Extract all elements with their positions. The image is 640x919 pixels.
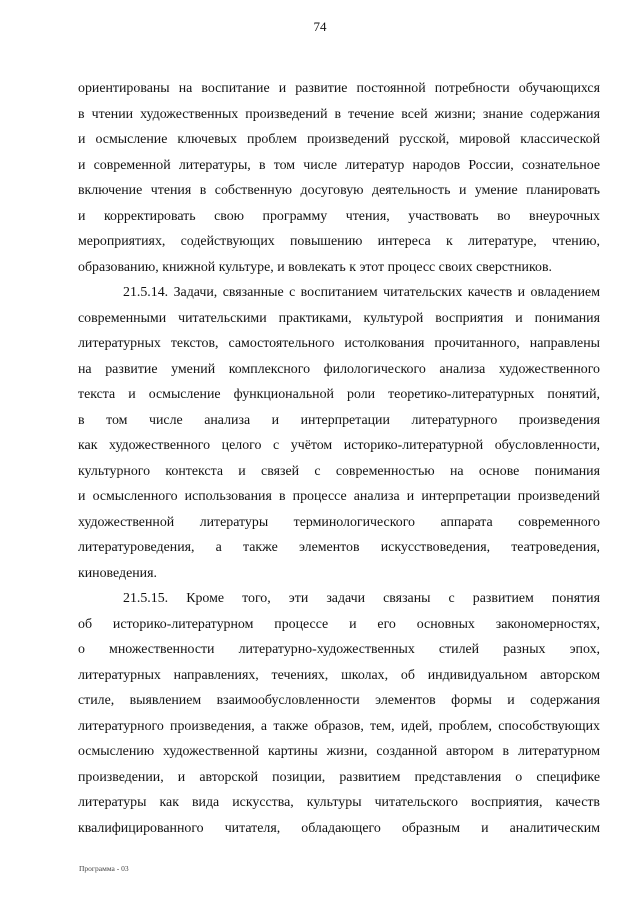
text-line: квалифицированного читателя, обладающего образным и аналитическим	[78, 820, 600, 836]
text-line: литературы как вида искусства, культуры читательского восприятия, качеств	[78, 795, 600, 810]
text-line: современными читательскими практиками, культурой восприятия и понимания	[78, 310, 600, 326]
footer-label: Программа - 03	[79, 864, 129, 873]
text-line: и осмысленного использования в процессе анализа и интерпретации произведений	[78, 489, 600, 504]
text-line: включение чтения в собственную досуговую деятельность и умение планировать	[78, 183, 600, 198]
text-line: текста и осмысление функциональной роли теоретико-литературных понятий,	[78, 387, 600, 402]
text-line: литературоведения, а также элементов искусствоведения, театроведения,	[78, 540, 600, 555]
text-line: киноведения.	[78, 565, 157, 581]
text-line: о множественности литературно-художественных стилей разных эпох,	[78, 642, 600, 657]
paragraph-3	[78, 586, 600, 841]
text-line: об историко-литературном процессе и его основных закономерностях,	[78, 616, 600, 632]
text-line: художественной литературы терминологического аппарата современного	[78, 514, 600, 530]
text-line: образованию, книжной культуре, и вовлекать к этот процесс своих сверстников.	[78, 259, 552, 275]
text-line: стиле, выявлением взаимообусловленности элементов формы и содержания	[78, 693, 600, 708]
text-line: мероприятиях, содействующих повышению интереса к литературе, чтению,	[78, 234, 600, 249]
text-line: 21.5.14. Задачи, связанные с воспитанием читательских качеств и овладением	[123, 285, 600, 300]
text-line: и современной литературы, в том числе литератур народов России, сознательное	[78, 157, 600, 173]
text-line: как художественного целого с учётом историко-литературной обусловленности,	[78, 438, 600, 453]
text-line: литературных текстов, самостоятельного истолкования прочитанного, направлены	[78, 336, 600, 351]
paragraph-2	[78, 280, 600, 586]
paragraph-1	[78, 76, 600, 280]
text-line: в чтении художественных произведений в течение всей жизни; знание содержания	[78, 106, 600, 122]
text-line: и осмысление ключевых проблем произведений русской, мировой классической	[78, 132, 600, 147]
page-number: 74	[313, 19, 327, 34]
text-line: на развитие умений комплексного филологического анализа художественного	[78, 361, 600, 377]
document-body	[78, 76, 600, 841]
text-line: литературного произведения, а также образов, тем, идей, проблем, способствующих	[78, 718, 600, 734]
text-line: в том числе анализа и интерпретации литературного произведения	[78, 412, 600, 428]
text-line: литературных направлениях, течениях, школах, об индивидуальном авторском	[78, 667, 600, 683]
text-line: ориентированы на воспитание и развитие постоянной потребности обучающихся	[78, 81, 600, 96]
text-line: культурного контекста и связей с современностью на основе понимания	[78, 463, 600, 479]
text-line: произведении, и авторской позиции, развитием представления о специфике	[78, 769, 600, 785]
text-line: осмыслению художественной картины жизни, созданной автором в литературном	[78, 744, 600, 759]
text-line: 21.5.15. Кроме того, эти задачи связаны с развитием понятия	[123, 591, 600, 606]
text-line: и корректировать свою программу чтения, участвовать во внеурочных	[78, 208, 600, 224]
